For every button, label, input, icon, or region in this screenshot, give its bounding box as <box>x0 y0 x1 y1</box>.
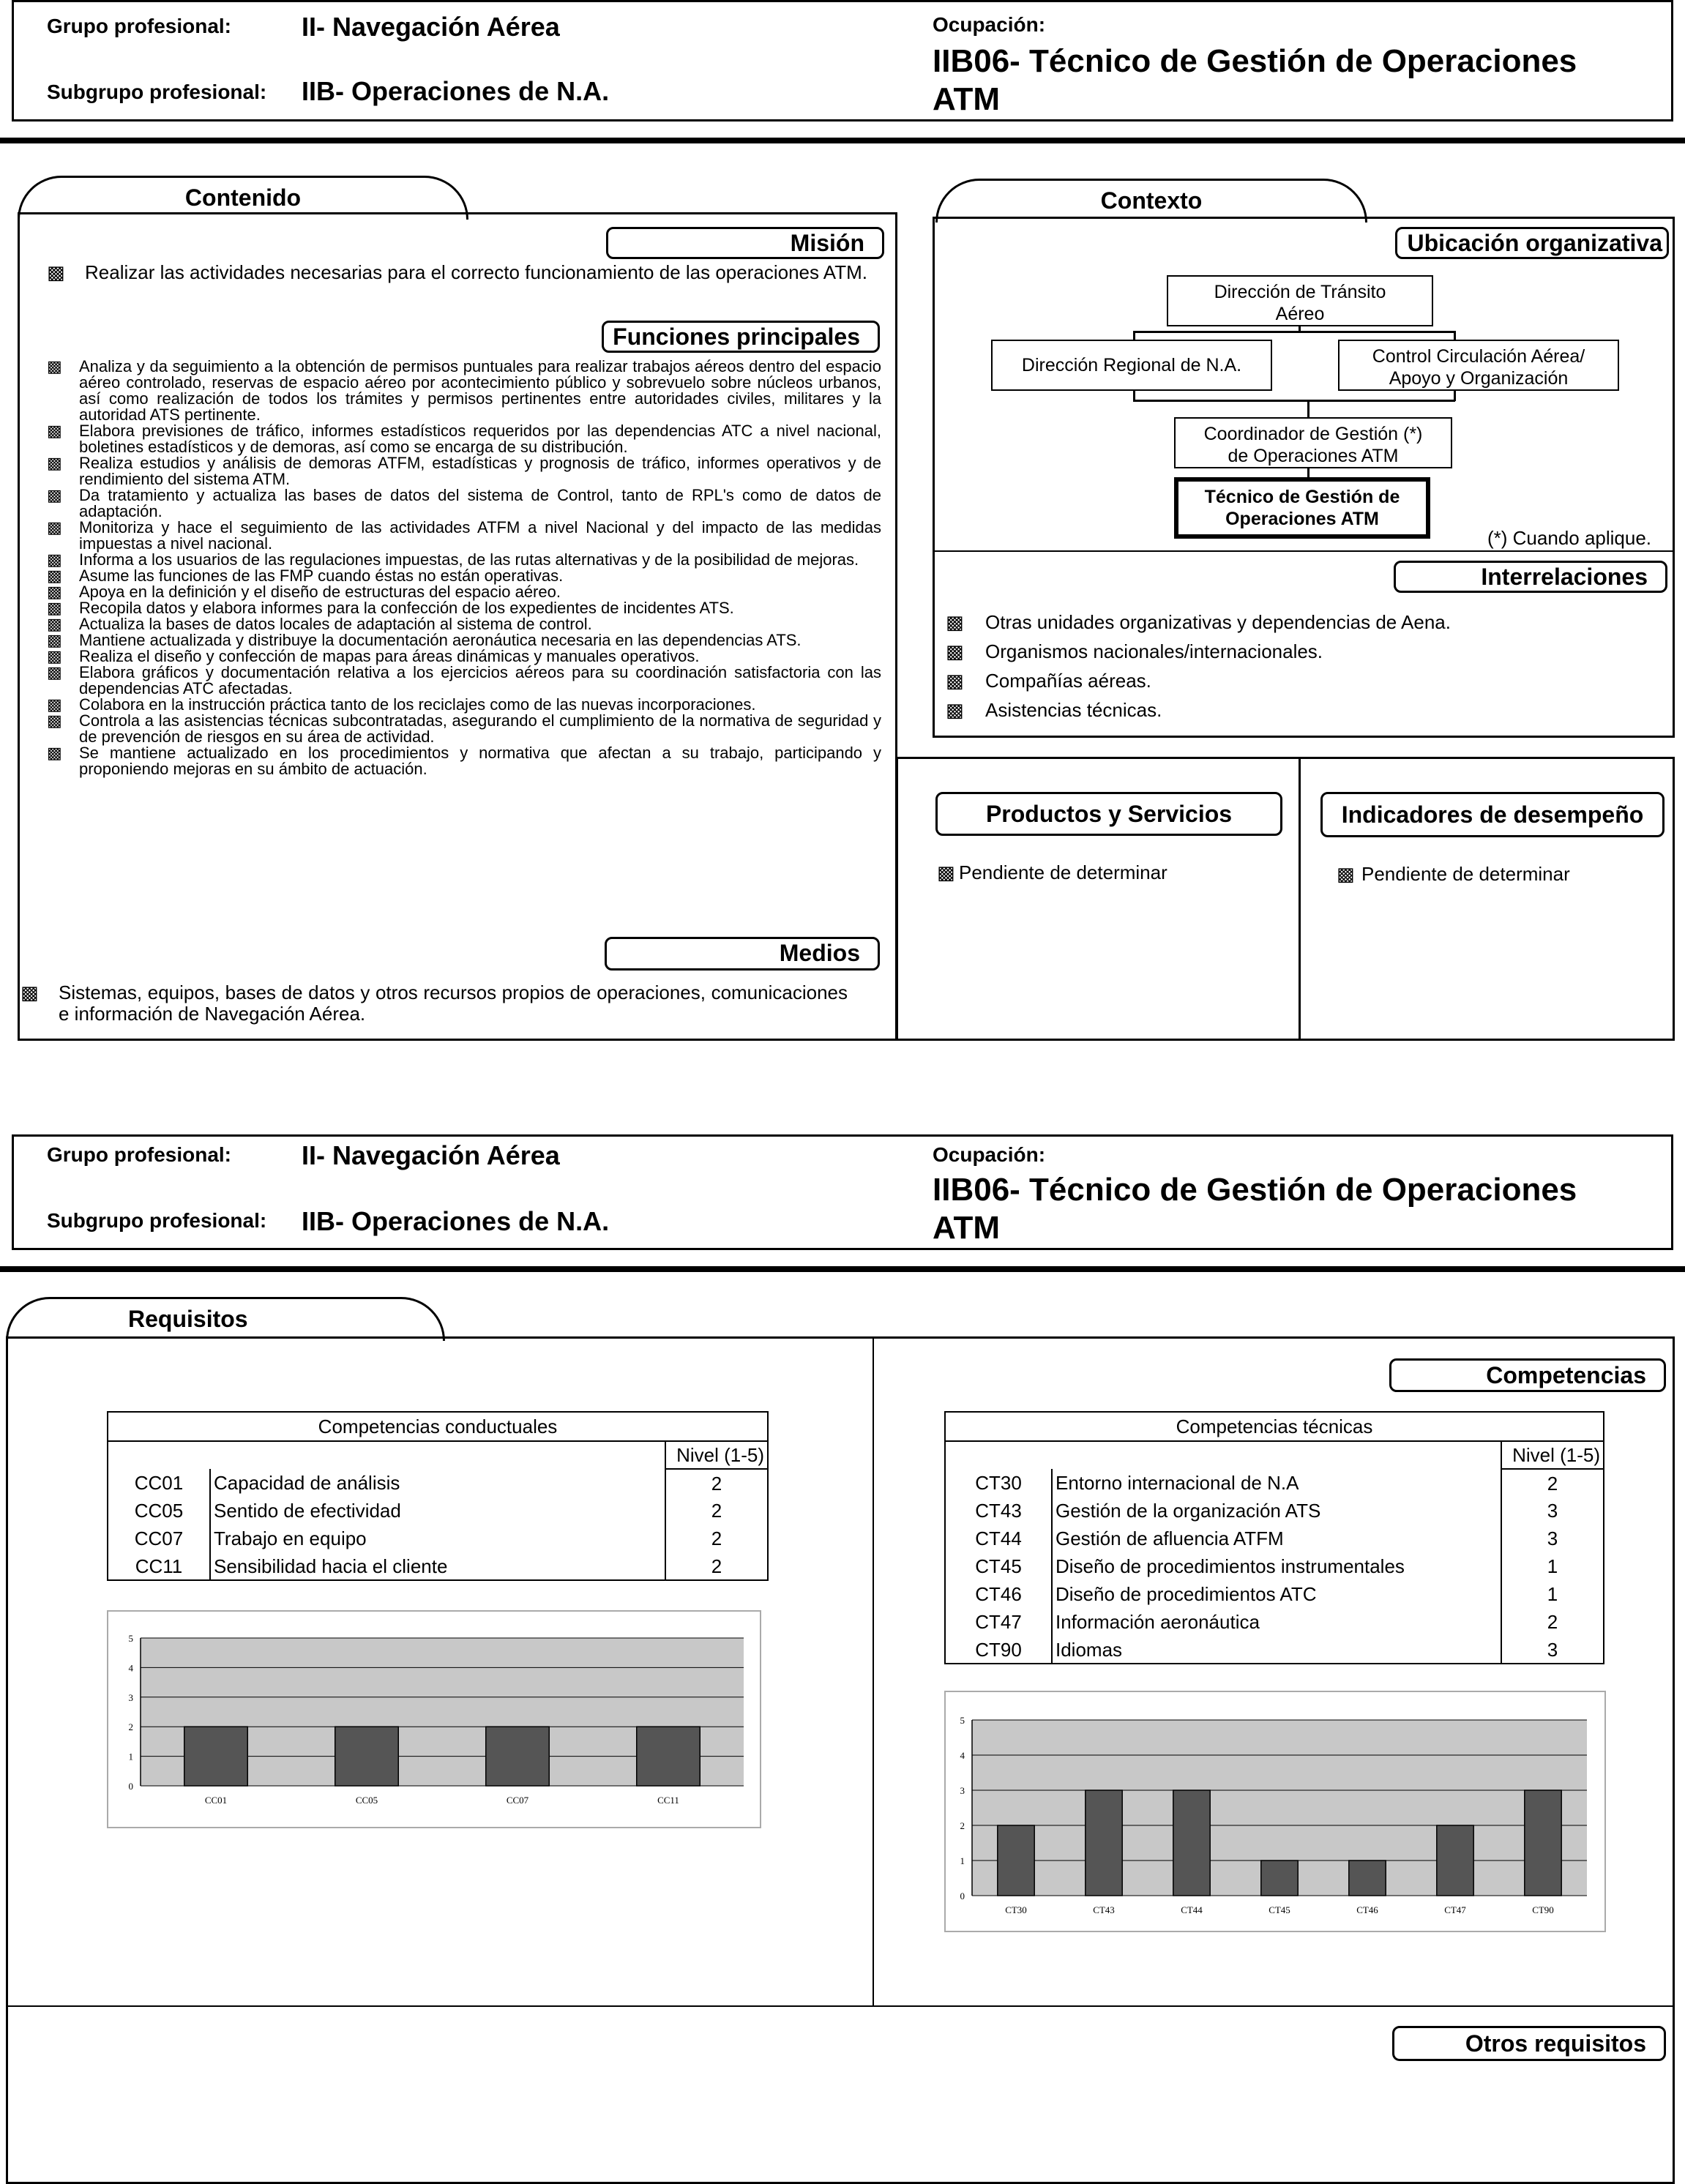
list-item: ▩ Elabora previsiones de tráfico, informes estadísticos requeridos por las dependencias ATC a nivel nacional, boletines estadísticos y de demoras, así como se encarga de su distribución. <box>47 422 881 456</box>
list-item: ▩ Realiza estudios y análisis de demoras ATFM, estadísticas y prognosis de tráfico, informes operativos y de rendimiento del sistema ATM. <box>47 454 881 488</box>
ct-nivel: 1 <box>1501 1580 1604 1608</box>
table-row <box>945 1608 1604 1636</box>
list-item: ▩ Elabora gráficos y documentación relativa a los ejercicios aéreos para su coordinación satisfactoria con las dependencias ATC afectadas. <box>47 663 881 698</box>
y-tick-label: 2 <box>128 1721 133 1733</box>
ct-code: CT43 <box>945 1497 1052 1525</box>
bar <box>335 1727 399 1786</box>
org-left: Dirección Regional de N.A. <box>991 340 1272 391</box>
table-row <box>108 1497 768 1525</box>
org-line <box>1133 400 1455 402</box>
org-right: Control Circulación Aérea/ Apoyo y Organización <box>1338 340 1619 391</box>
list-item: ▩ Otras unidades organizativas y dependencias de Aena. <box>946 607 1663 637</box>
ct-code: CT30 <box>945 1469 1052 1497</box>
medios-list <box>20 982 848 1025</box>
org-bottom: Técnico de Gestión de Operaciones ATM <box>1174 477 1430 539</box>
org-line <box>1307 401 1309 419</box>
list-item: ▩ Mantiene actualizada y distribuye la documentación aeronáutica necesaria en las dependencias ATS. <box>47 631 802 649</box>
ct-code: CT44 <box>945 1525 1052 1552</box>
y-tick-label: 0 <box>960 1891 965 1901</box>
org-line <box>1133 331 1455 333</box>
ct-code: CT47 <box>945 1608 1052 1636</box>
y-tick-label: 1 <box>960 1855 965 1866</box>
cc-code: CC11 <box>108 1552 210 1580</box>
x-tick-label: CT90 <box>1532 1904 1554 1915</box>
bullet-icon: ▩ <box>47 550 62 569</box>
bar <box>184 1727 248 1786</box>
bullet-icon: ▩ <box>47 599 62 617</box>
y-tick-label: 1 <box>128 1751 133 1762</box>
productos-title: Productos y Servicios <box>935 792 1282 836</box>
bullet-icon: ▩ <box>946 670 964 692</box>
y-tick-label: 5 <box>128 1633 133 1644</box>
grupo-label: Grupo profesional: <box>47 1143 231 1166</box>
medios-title: Medios <box>605 937 880 971</box>
bullet-icon: ▩ <box>47 711 62 730</box>
tab-requisitos: Requisitos <box>6 1297 445 1341</box>
bullet-icon: ▩ <box>47 647 62 665</box>
x-tick-label: CC01 <box>204 1795 228 1806</box>
cc-nivel: 2 <box>665 1469 768 1497</box>
ct-table <box>944 1411 1604 1664</box>
cc-nivel-header: Nivel (1-5) <box>665 1441 768 1469</box>
ct-nivel: 3 <box>1501 1497 1604 1525</box>
funciones-title: Funciones principales <box>602 321 880 353</box>
tab-contexto: Contexto <box>935 179 1367 222</box>
bar <box>637 1727 700 1786</box>
competencias-title: Competencias <box>1389 1358 1666 1392</box>
list-item: ▩ Da tratamiento y actualiza las bases de datos del sistema de Control, tanto de RPL's como de datos de adaptación. <box>47 486 881 520</box>
ubicacion-title: Ubicación organizativa <box>1395 227 1669 259</box>
divider <box>873 1336 874 2007</box>
bullet-icon: ▩ <box>1337 863 1355 885</box>
ct-desc: Diseño de procedimientos ATC <box>1052 1580 1501 1608</box>
bullet-icon: ▩ <box>47 261 65 283</box>
grupo-value: II- Navegación Aérea <box>302 1140 560 1170</box>
bullet-icon: ▩ <box>47 454 62 472</box>
ct-nivel: 2 <box>1501 1469 1604 1497</box>
x-tick-label: CT30 <box>1005 1904 1027 1915</box>
cc-chart <box>108 1612 760 1827</box>
bullet-icon: ▩ <box>47 486 62 504</box>
ct-code: CT90 <box>945 1636 1052 1664</box>
list-item: ▩ Asistencias técnicas. <box>946 695 1663 725</box>
ocupacion-label: Ocupación: <box>933 1143 1046 1166</box>
org-mid: Coordinador de Gestión (*) de Operaciones ATM <box>1174 417 1452 468</box>
interrelaciones-list <box>946 607 1663 725</box>
ct-desc: Entorno internacional de N.A <box>1052 1469 1501 1497</box>
table-row <box>945 1580 1604 1608</box>
list-item: ▩ Analiza y da seguimiento a la obtención de permisos puntuales para realizar trabajos aéreos dentro del espacio aéreo controlado, reservas de espacio aéreo por acontecimiento público y sobrevuelo sobre núcleos urbanos, así como realización de todos los trámites y permisos pertinentes entre autoridades civiles, militares y la autoridad ATS pertinente. <box>47 357 881 424</box>
ct-desc: Información aeronáutica <box>1052 1608 1501 1636</box>
bar <box>1437 1825 1473 1896</box>
x-tick-label: CC05 <box>355 1795 378 1806</box>
bar <box>1525 1790 1561 1896</box>
list-item: ▩ Pendiente de determinar <box>937 858 1288 887</box>
ct-chart-frame <box>944 1691 1606 1932</box>
otros-requisitos-title: Otros requisitos <box>1392 2026 1666 2061</box>
funciones-list <box>47 359 881 777</box>
list-item: ▩ Sistemas, equipos, bases de datos y otros recursos propios de operaciones, comunicaciones e información de Navegación Aérea. <box>20 981 848 1025</box>
subgrupo-label: Subgrupo profesional: <box>47 81 267 103</box>
ct-nivel: 2 <box>1501 1608 1604 1636</box>
x-tick-label: CC07 <box>506 1795 529 1806</box>
bullet-icon: ▩ <box>937 861 955 883</box>
y-tick-label: 5 <box>960 1715 965 1726</box>
indicadores-title: Indicadores de desempeño <box>1320 792 1665 837</box>
table-row <box>945 1552 1604 1580</box>
bar <box>998 1825 1034 1896</box>
bar <box>1349 1860 1386 1896</box>
bullet-icon: ▩ <box>47 615 62 633</box>
bullet-icon: ▩ <box>47 566 62 585</box>
cc-desc: Capacidad de análisis <box>210 1469 665 1497</box>
tab-contenido: Contenido <box>18 176 468 220</box>
y-tick-label: 3 <box>128 1691 133 1703</box>
mision-title: Misión <box>606 227 884 259</box>
list-item: ▩ Colabora en la instrucción práctica tanto de los reciclajes como de las nuevas incorporaciones. <box>47 695 756 714</box>
cc-nivel: 2 <box>665 1497 768 1525</box>
cc-table-title: Competencias conductuales <box>108 1412 768 1441</box>
y-tick-label: 4 <box>128 1662 133 1674</box>
ct-nivel-header: Nivel (1-5) <box>1501 1441 1604 1469</box>
bullet-icon: ▩ <box>47 744 62 762</box>
list-item: ▩ Organismos nacionales/internacionales. <box>946 637 1663 666</box>
ct-desc: Idiomas <box>1052 1636 1501 1664</box>
bullet-icon: ▩ <box>47 518 62 536</box>
cc-code: CC01 <box>108 1469 210 1497</box>
ct-code: CT46 <box>945 1580 1052 1608</box>
table-row <box>108 1525 768 1552</box>
subgrupo-label: Subgrupo profesional: <box>47 1209 267 1232</box>
y-tick-label: 4 <box>960 1750 965 1761</box>
bar <box>486 1727 550 1786</box>
interrelaciones-title: Interrelaciones <box>1394 561 1667 593</box>
grupo-value: II- Navegación Aérea <box>302 12 560 42</box>
mision-list <box>47 262 881 283</box>
y-tick-label: 2 <box>960 1820 965 1831</box>
ct-nivel: 1 <box>1501 1552 1604 1580</box>
cc-nivel: 2 <box>665 1552 768 1580</box>
list-item: ▩ Controla a las asistencias técnicas subcontratadas, asegurando el cumplimiento de la normativa de seguridad y de prevención de riesgos en su área de actividad. <box>47 711 881 746</box>
bar <box>1086 1790 1122 1896</box>
ct-code: CT45 <box>945 1552 1052 1580</box>
list-item: ▩ Actualiza la bases de datos locales de adaptación al sistema de control. <box>47 615 592 633</box>
cc-code: CC07 <box>108 1525 210 1552</box>
ct-table-title: Competencias técnicas <box>945 1412 1604 1441</box>
bullet-icon: ▩ <box>47 583 62 601</box>
subgrupo-value: IIB- Operaciones de N.A. <box>302 1206 610 1236</box>
ct-desc: Gestión de la organización ATS <box>1052 1497 1501 1525</box>
ocupacion-value: IIB06- Técnico de Gestión de Operaciones ATM <box>933 1172 1577 1246</box>
list-item: ▩ Recopila datos y elabora informes para la confección de los expedientes de incidentes ATS. <box>47 599 734 617</box>
x-tick-label: CT47 <box>1444 1904 1466 1915</box>
table-row <box>108 1552 768 1580</box>
bullet-icon: ▩ <box>946 611 964 633</box>
cc-table <box>107 1411 769 1581</box>
cc-chart-frame <box>107 1610 761 1828</box>
grupo-label: Grupo profesional: <box>47 15 231 37</box>
bullet-icon: ▩ <box>47 422 62 440</box>
bullet-icon: ▩ <box>47 631 62 649</box>
ct-nivel: 3 <box>1501 1525 1604 1552</box>
ct-chart <box>946 1692 1604 1931</box>
cc-nivel: 2 <box>665 1525 768 1552</box>
list-item: ▩ Apoya en la definición y el diseño de estructuras del espacio aéreo. <box>47 583 561 601</box>
table-row <box>945 1469 1604 1497</box>
table-row <box>945 1636 1604 1664</box>
list-item: ▩ Informa a los usuarios de las regulaciones impuestas, de las rutas alternativas y de la posibilidad de mejoras. <box>47 550 859 569</box>
bullet-icon: ▩ <box>946 699 964 721</box>
cc-desc: Sentido de efectividad <box>210 1497 665 1525</box>
x-tick-label: CT44 <box>1181 1904 1203 1915</box>
ct-nivel: 3 <box>1501 1636 1604 1664</box>
header-rule-1 <box>0 138 1685 143</box>
bullet-icon: ▩ <box>20 981 39 1003</box>
bullet-icon: ▩ <box>47 695 62 714</box>
list-item: ▩ Compañías aéreas. <box>946 666 1663 695</box>
divider <box>933 550 1675 552</box>
x-tick-label: CT43 <box>1093 1904 1115 1915</box>
subgrupo-value: IIB- Operaciones de N.A. <box>302 76 610 106</box>
list-item: ▩ Pendiente de determinar <box>1337 859 1659 889</box>
ct-desc: Gestión de afluencia ATFM <box>1052 1525 1501 1552</box>
list-item: ▩ Realizar las actividades necesarias para el correcto funcionamiento de las operaciones ATM. <box>47 261 867 283</box>
bullet-icon: ▩ <box>47 663 62 681</box>
cc-code: CC05 <box>108 1497 210 1525</box>
y-tick-label: 0 <box>128 1781 133 1792</box>
bar <box>1261 1860 1298 1896</box>
header-rule-2 <box>0 1266 1685 1272</box>
bullet-icon: ▩ <box>946 640 964 662</box>
cc-desc: Sensibilidad hacia el cliente <box>210 1552 665 1580</box>
indicadores-list <box>1337 859 1659 889</box>
divider <box>6 2005 1675 2007</box>
table-row <box>945 1525 1604 1552</box>
org-top: Dirección de Tránsito Aéreo <box>1167 275 1433 326</box>
ocupacion-label: Ocupación: <box>933 13 1046 36</box>
list-item: ▩ Realiza el diseño y confección de mapas para áreas dinámicas y manuales operativos. <box>47 647 700 665</box>
productos-list <box>937 858 1288 887</box>
x-tick-label: CT45 <box>1269 1904 1290 1915</box>
ocupacion-value: IIB06- Técnico de Gestión de Operaciones ATM <box>933 43 1577 117</box>
bullet-icon: ▩ <box>47 357 62 375</box>
table-row <box>108 1469 768 1497</box>
org-footnote: (*) Cuando aplique. <box>1487 527 1652 549</box>
list-item: ▩ Monitoriza y hace el seguimiento de las actividades ATFM a nivel Nacional y del impacto de las medidas impuestas a nivel nacional. <box>47 518 881 553</box>
x-tick-label: CT46 <box>1356 1904 1378 1915</box>
y-tick-label: 3 <box>960 1785 965 1796</box>
list-item: ▩ Asume las funciones de las FMP cuando éstas no están operativas. <box>47 566 564 585</box>
bar <box>1173 1790 1210 1896</box>
cc-desc: Trabajo en equipo <box>210 1525 665 1552</box>
ct-desc: Diseño de procedimientos instrumentales <box>1052 1552 1501 1580</box>
table-row <box>945 1497 1604 1525</box>
x-tick-label: CC11 <box>657 1795 679 1806</box>
list-item: ▩ Se mantiene actualizado en los procedimientos y normativa que afectan a su trabajo, participando y proponiendo mejoras en su ámbito de actuación. <box>47 744 881 778</box>
